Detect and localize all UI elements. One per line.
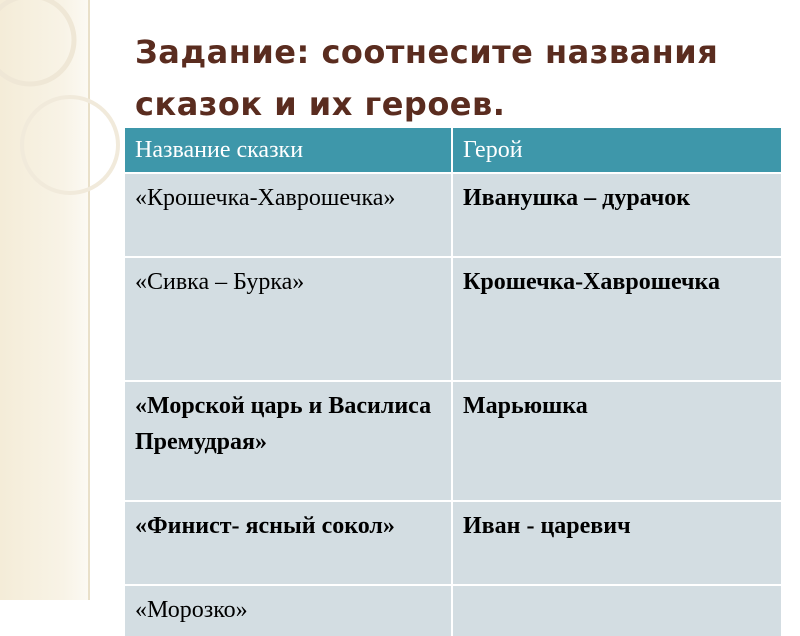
table-row (125, 381, 781, 501)
tale-title-cell: «Крошечка-Хаврошечка» (125, 173, 452, 257)
table-row (125, 257, 781, 381)
tale-title-cell: «Сивка – Бурка» (125, 257, 452, 381)
tales-table (125, 128, 781, 636)
header-hero: Герой (452, 128, 781, 173)
hero-cell: Крошечка-Хаврошечка (452, 257, 781, 381)
table-row (125, 585, 781, 636)
tale-title-cell: «Морской царь и Василиса Премудрая» (125, 381, 452, 501)
hero-cell (452, 585, 781, 636)
table-header-row (125, 128, 781, 173)
slide-title-line-1: Задание: соотнесите названия (135, 33, 719, 71)
header-tale-title: Название сказки (125, 128, 452, 173)
tale-title-cell: «Финист- ясный сокол» (125, 501, 452, 585)
table-row (125, 501, 781, 585)
tale-title-cell: «Морозко» (125, 585, 452, 636)
decorative-ring-upper (0, 0, 74, 84)
decorative-ring-lower (22, 97, 118, 193)
hero-cell: Иван - царевич (452, 501, 781, 585)
slide-title (135, 26, 785, 130)
table-row (125, 173, 781, 257)
slide-title-line-2: сказок и их героев. (135, 85, 506, 123)
hero-cell: Марьюшка (452, 381, 781, 501)
hero-cell: Иванушка – дурачок (452, 173, 781, 257)
